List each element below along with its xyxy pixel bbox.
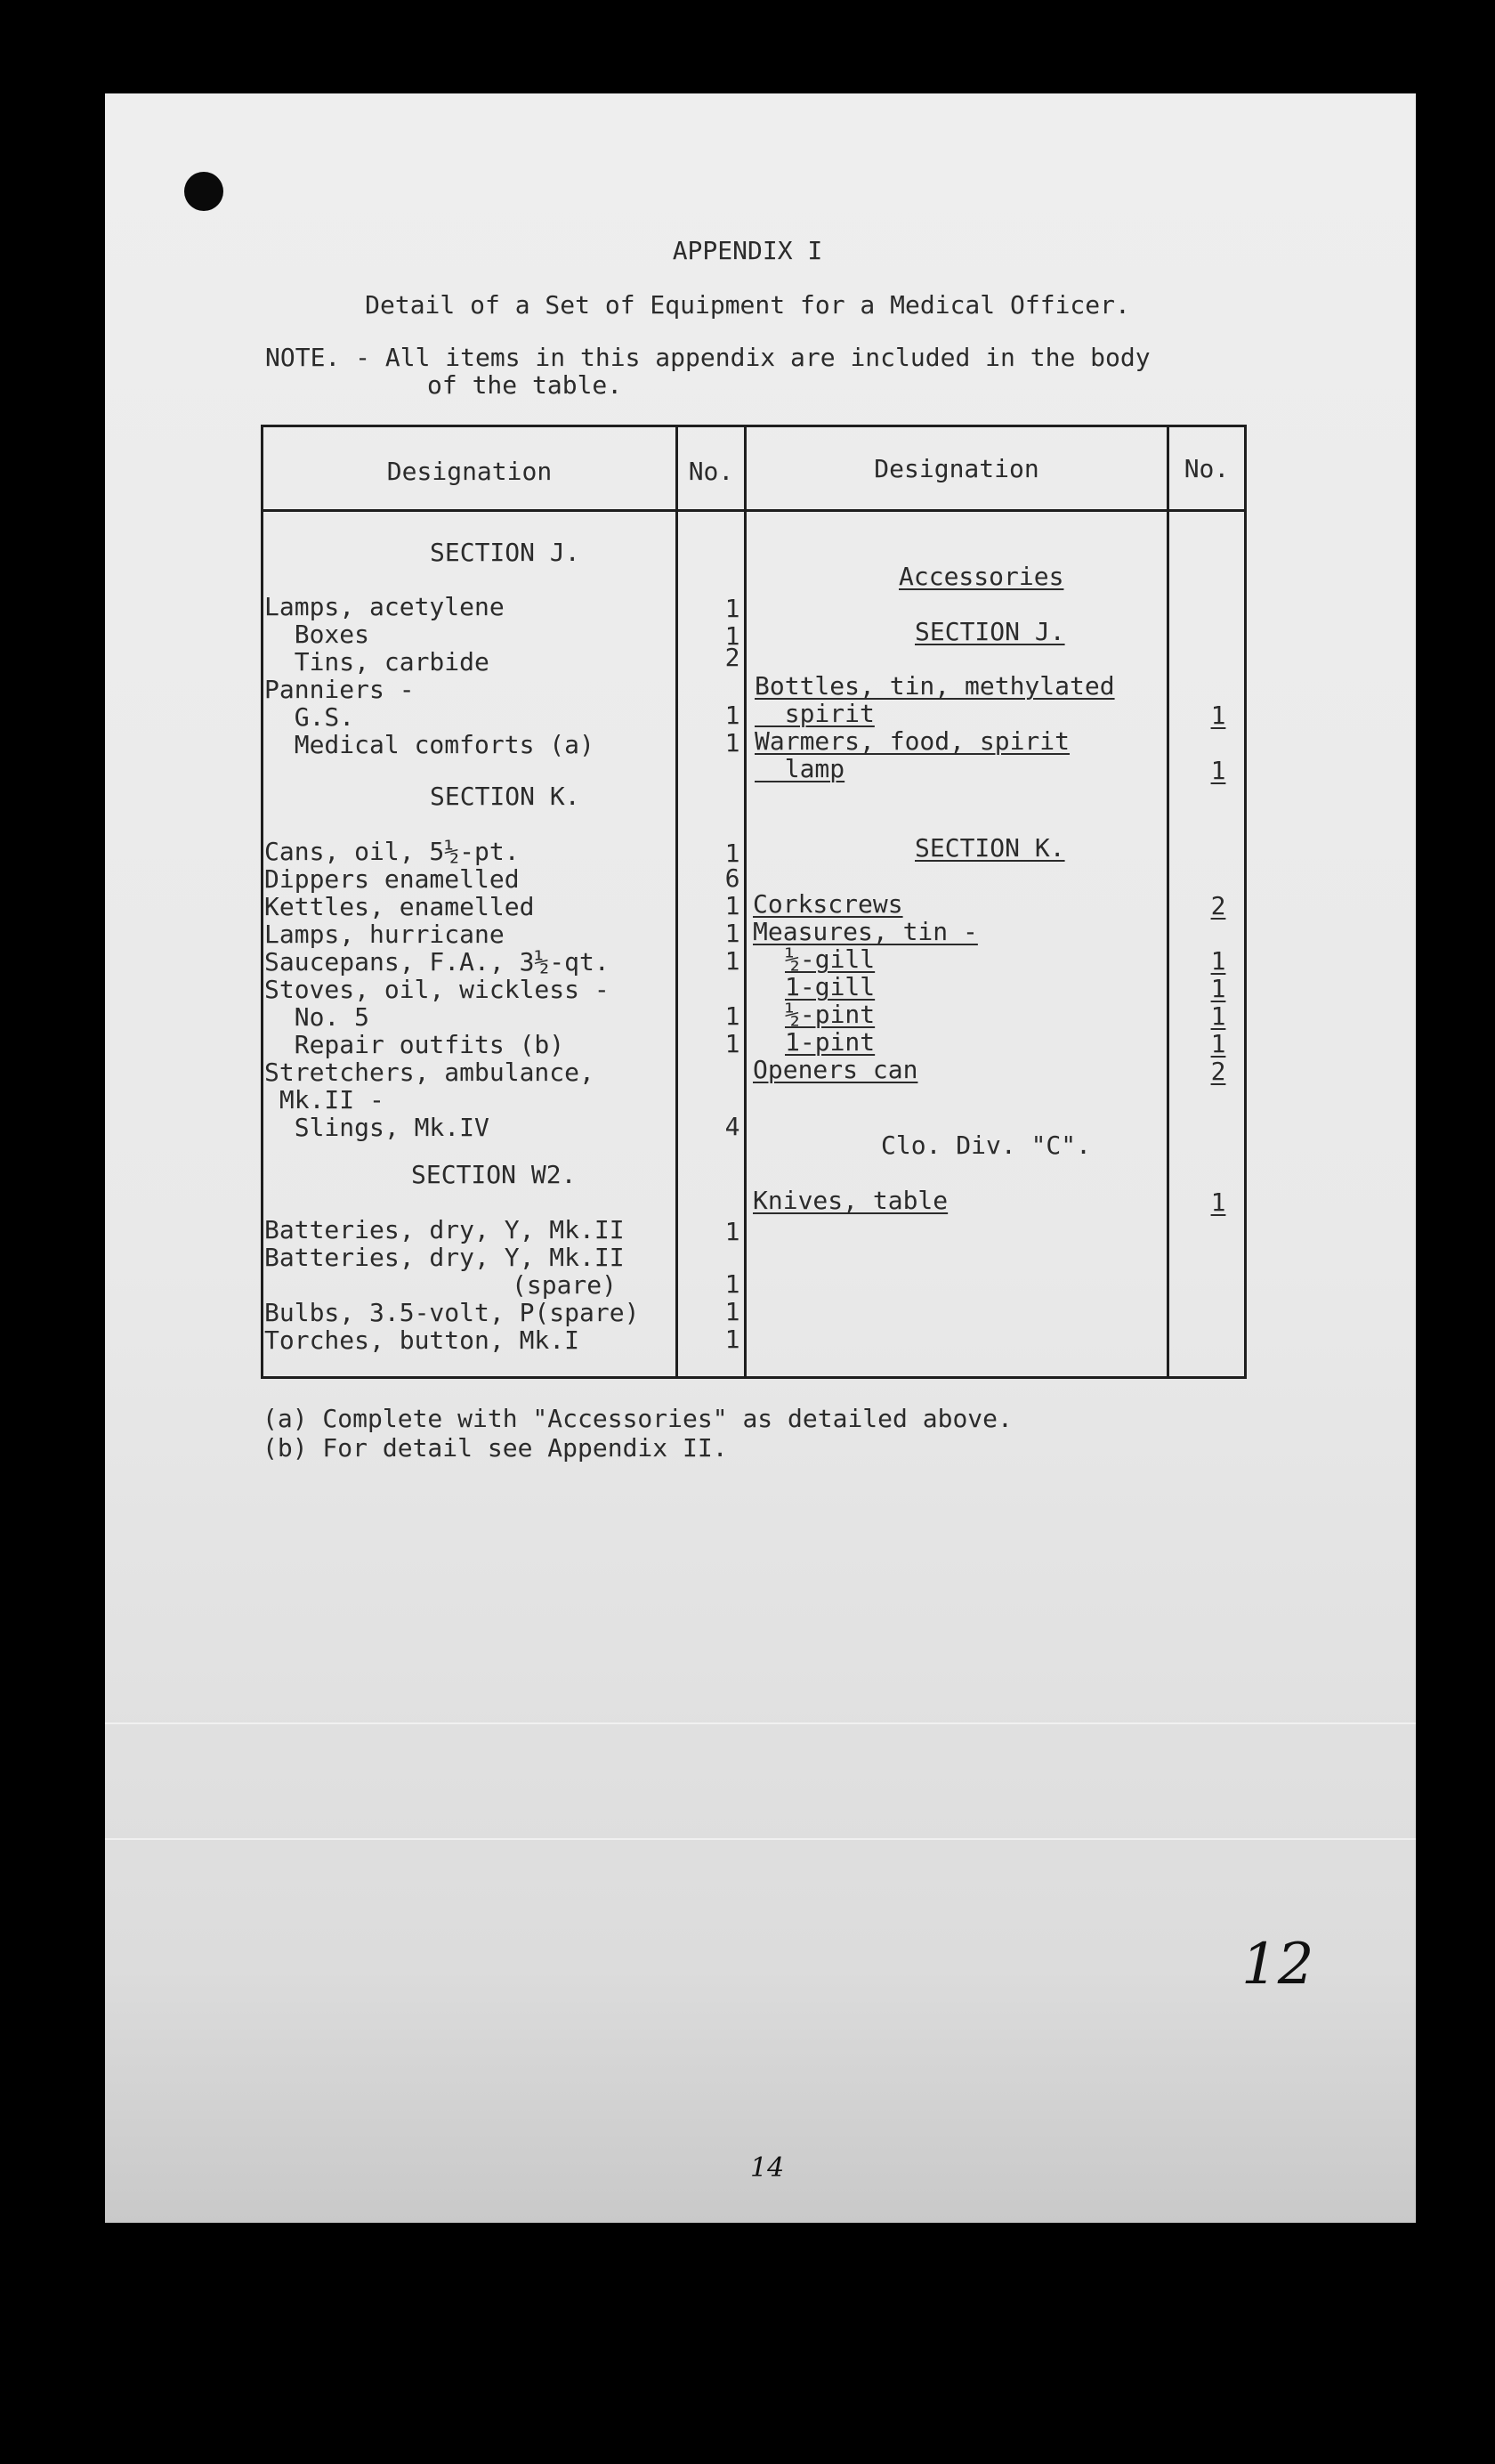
table-row: Cans, oil, 5½-pt. — [264, 837, 520, 866]
scan-line — [105, 1722, 1416, 1724]
document-subtitle: Detail of a Set of Equipment for a Medical Officer. — [365, 290, 1130, 320]
section-heading: SECTION K. — [430, 782, 580, 811]
table-row: 1-pint — [785, 1027, 876, 1057]
section-heading: SECTION K. — [915, 833, 1065, 863]
table-row: Repair outfits (b) — [264, 1030, 565, 1059]
table-row: Torches, button, Mk.I — [264, 1325, 580, 1355]
row-qty: 1 — [724, 728, 740, 758]
table-row: G.S. — [264, 702, 355, 732]
table-row: Bulbs, 3.5-volt, P(spare) — [264, 1298, 640, 1327]
table-row: Kettles, enamelled — [264, 892, 535, 921]
row-qty: 1 — [724, 701, 740, 730]
row-qty: 1 — [1210, 946, 1226, 976]
table-row: Slings, Mk.IV — [264, 1113, 489, 1142]
row-qty: 1 — [724, 1269, 740, 1299]
row-qty: 1 — [724, 621, 740, 651]
table-row: Openers can — [753, 1055, 918, 1084]
row-qty: 1 — [724, 1029, 740, 1058]
punch-hole — [184, 172, 223, 211]
row-qty: 4 — [724, 1112, 740, 1141]
row-qty: 1 — [724, 1297, 740, 1326]
row-qty: 1 — [1210, 974, 1226, 1003]
row-qty: 1 — [724, 1001, 740, 1031]
handwritten-folio-number: 12 — [1241, 1932, 1314, 1998]
scan-line — [105, 1838, 1416, 1840]
row-qty: 1 — [724, 946, 740, 976]
table-row: Measures, tin - — [753, 917, 978, 946]
footnote-a: (a) Complete with "Accessories" as detailed above. — [263, 1404, 1013, 1433]
table-row: Batteries, dry, Y, Mk.II — [264, 1243, 625, 1272]
table-row: ½-gill — [785, 944, 876, 974]
header-no-right: No. — [1184, 454, 1230, 483]
table-row: Knives, table — [753, 1186, 949, 1215]
table-row: Lamps, acetylene — [264, 592, 505, 621]
table-row: lamp — [755, 754, 845, 783]
row-qty: 1 — [724, 1217, 740, 1246]
table-row: Corkscrews — [753, 889, 903, 919]
row-qty: 1 — [1210, 1187, 1226, 1217]
table-row: Lamps, hurricane — [264, 920, 505, 949]
table-row: Batteries, dry, Y, Mk.II — [264, 1215, 625, 1244]
table-row: Tins, carbide — [264, 647, 489, 677]
section-heading: Clo. Div. "C". — [881, 1131, 1092, 1160]
row-qty: 1 — [724, 891, 740, 920]
header-no-left: No. — [688, 457, 734, 486]
footnote-b: (b) For detail see Appendix II. — [263, 1433, 728, 1463]
row-qty: 1 — [1210, 701, 1226, 730]
table-row: Dippers enamelled — [264, 864, 520, 894]
row-qty: 2 — [1210, 1057, 1226, 1086]
note-line-2: of the table. — [427, 370, 623, 400]
row-qty: 1 — [724, 919, 740, 948]
row-qty: 1 — [724, 839, 740, 868]
table-row: Saucepans, F.A., 3½-qt. — [264, 947, 610, 977]
section-heading: Accessories — [899, 562, 1064, 591]
header-designation-left: Designation — [386, 457, 553, 486]
table-row: Mk.II - — [264, 1085, 384, 1114]
table-row: spirit — [755, 699, 875, 728]
appendix-title: APPENDIX I — [672, 236, 823, 265]
section-heading: SECTION J. — [915, 617, 1065, 646]
note-line-1: NOTE. - All items in this appendix are included in the body — [265, 343, 1151, 372]
table-row: 1-gill — [785, 972, 876, 1001]
row-qty: 1 — [1210, 756, 1226, 785]
table-row: (spare) — [512, 1270, 618, 1300]
section-heading: SECTION W2. — [411, 1160, 577, 1189]
table-row: Bottles, tin, methylated — [755, 671, 1115, 701]
header-designation-right: Designation — [874, 454, 1039, 483]
table-row: ½-pint — [785, 1000, 876, 1029]
table-row: Boxes — [264, 620, 370, 649]
row-qty: 1 — [1210, 1001, 1226, 1031]
table-row: Medical comforts (a) — [264, 730, 594, 759]
row-qty: 1 — [724, 594, 740, 623]
row-qty: 6 — [724, 863, 740, 893]
section-heading: SECTION J. — [430, 538, 580, 567]
row-qty: 2 — [1210, 891, 1226, 920]
table-row: Stoves, oil, wickless - — [264, 975, 610, 1004]
row-qty: 1 — [1210, 1029, 1226, 1058]
table-row: Stretchers, ambulance, — [264, 1058, 594, 1087]
table-row: Warmers, food, spirit — [755, 726, 1071, 756]
row-qty: 2 — [724, 643, 740, 672]
table-row: No. 5 — [264, 1002, 370, 1032]
row-qty: 1 — [724, 1325, 740, 1354]
table-row: Panniers - — [264, 675, 415, 704]
page-number: 14 — [750, 2152, 785, 2184]
